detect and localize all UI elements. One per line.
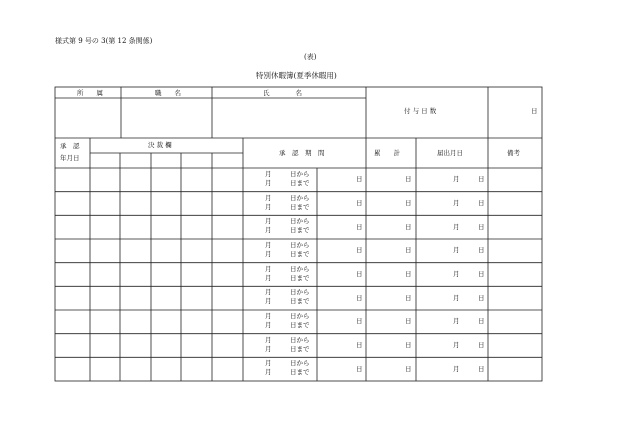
cumulative-days: 日: [405, 222, 412, 231]
to-day: 日まで: [290, 202, 310, 211]
period-days: 日: [356, 270, 363, 278]
from-month: 月: [265, 264, 272, 273]
header-fuyo-unit: 日: [531, 107, 538, 115]
to-month: 月: [265, 179, 272, 187]
from-day: 日から: [290, 288, 310, 297]
notify-month: 月: [453, 364, 460, 373]
to-day: 日まで: [290, 226, 310, 235]
from-month: 月: [265, 193, 272, 202]
period-days: 日: [356, 293, 363, 302]
to-day: 日まで: [290, 344, 310, 353]
cumulative-days: 日: [405, 199, 412, 207]
cumulative-days: 日: [405, 341, 412, 349]
to-day: 日まで: [290, 321, 310, 329]
to-day: 日まで: [290, 273, 310, 282]
from-day: 日から: [290, 312, 310, 320]
notify-day: 日: [478, 199, 485, 207]
to-day: 日まで: [290, 368, 310, 377]
header-shimei: 氏 名: [263, 89, 302, 97]
notify-day: 日: [478, 293, 485, 302]
from-month: 月: [265, 312, 272, 320]
notify-month: 月: [453, 199, 460, 207]
period-days: 日: [356, 222, 363, 231]
notify-month: 月: [453, 317, 460, 326]
to-day: 日まで: [290, 179, 310, 187]
period-days: 日: [356, 364, 363, 373]
from-month: 月: [265, 217, 272, 226]
col-biko: 備考: [507, 149, 520, 157]
to-month: 月: [265, 297, 272, 306]
to-month: 月: [265, 226, 272, 235]
to-month: 月: [265, 368, 272, 377]
cumulative-days: 日: [405, 270, 412, 278]
col-ruikei: 累 計: [374, 149, 400, 157]
to-month: 月: [265, 273, 272, 282]
cumulative-days: 日: [405, 175, 412, 184]
notify-day: 日: [478, 222, 485, 231]
to-month: 月: [265, 321, 272, 329]
cumulative-days: 日: [405, 364, 412, 373]
form-number: 様式第 9 号の 3(第 12 条関係): [55, 37, 153, 45]
from-month: 月: [265, 288, 272, 297]
cumulative-days: 日: [405, 293, 412, 302]
page-title: 特別休暇簿(夏季休暇用): [256, 71, 337, 80]
col-nengappi: 年月日: [60, 154, 80, 162]
from-day: 日から: [290, 217, 310, 226]
notify-month: 月: [453, 175, 460, 184]
col-kessai: 決 裁 欄: [148, 141, 172, 149]
notify-day: 日: [478, 341, 485, 349]
page-label: (表): [304, 53, 317, 61]
from-day: 日から: [290, 170, 310, 178]
notify-day: 日: [478, 175, 485, 184]
notify-month: 月: [453, 293, 460, 302]
cumulative-days: 日: [405, 246, 412, 255]
notify-day: 日: [478, 270, 485, 278]
col-shonin: 承 認: [60, 142, 80, 150]
to-month: 月: [265, 344, 272, 353]
header-fuyo-nissu: 付 与 日 数: [404, 107, 437, 115]
notify-month: 月: [453, 246, 460, 255]
to-day: 日まで: [290, 297, 310, 306]
from-day: 日から: [290, 241, 310, 249]
period-days: 日: [356, 199, 363, 207]
notify-month: 月: [453, 222, 460, 231]
period-days: 日: [356, 175, 363, 184]
period-days: 日: [356, 317, 363, 326]
period-days: 日: [356, 341, 363, 349]
notify-day: 日: [478, 246, 485, 255]
from-month: 月: [265, 335, 272, 344]
from-day: 日から: [290, 335, 310, 344]
notify-month: 月: [453, 341, 460, 349]
col-shonin-kikan: 承 認 期 間: [279, 149, 325, 157]
to-day: 日まで: [290, 250, 310, 258]
notify-month: 月: [453, 270, 460, 278]
from-day: 日から: [290, 193, 310, 202]
notify-day: 日: [478, 364, 485, 373]
from-day: 日から: [290, 359, 310, 368]
to-month: 月: [265, 202, 272, 211]
from-month: 月: [265, 241, 272, 249]
from-month: 月: [265, 359, 272, 368]
to-month: 月: [265, 250, 272, 258]
from-month: 月: [265, 170, 272, 178]
header-shokumei: 職 名: [155, 89, 181, 97]
header-shozoku: 所 属: [77, 89, 103, 97]
cumulative-days: 日: [405, 317, 412, 326]
period-days: 日: [356, 246, 363, 255]
notify-day: 日: [478, 317, 485, 326]
col-todokede: 届出月日: [437, 149, 463, 157]
from-day: 日から: [290, 264, 310, 273]
